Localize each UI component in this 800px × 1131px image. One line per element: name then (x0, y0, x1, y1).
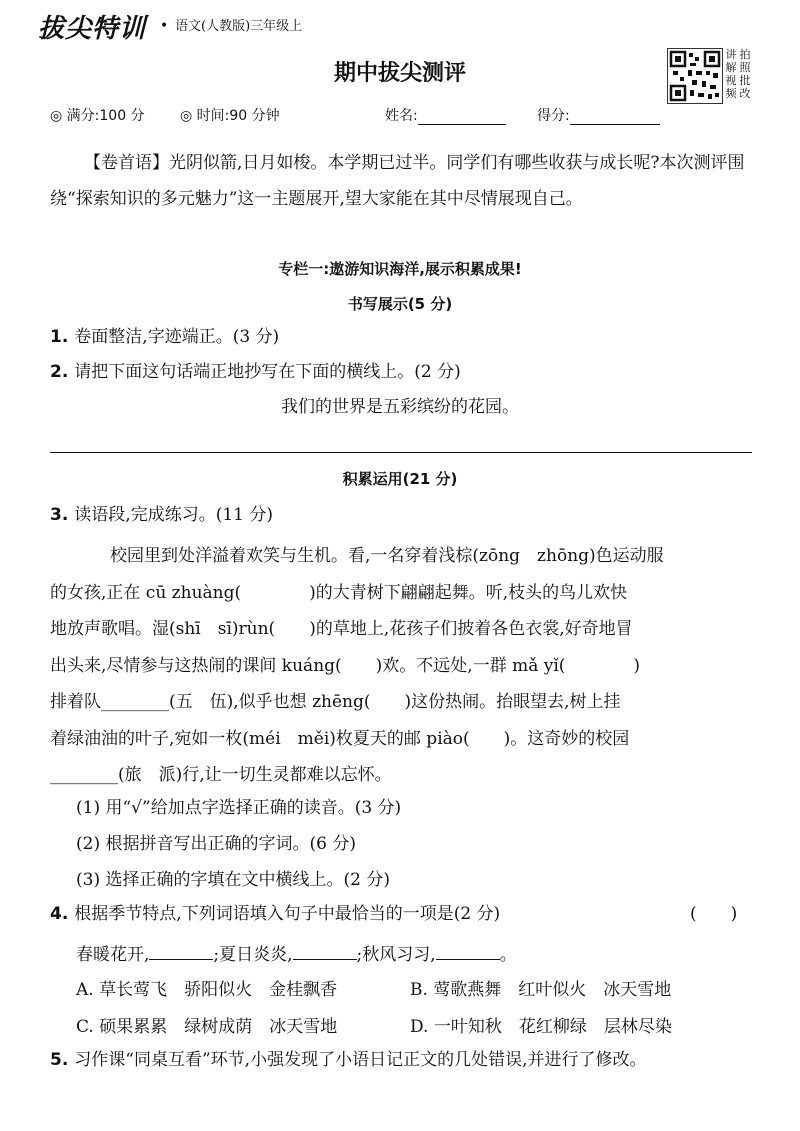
sub-question: (3) 选择正确的字填在文中横线上。(2 分) (76, 870, 390, 890)
option-d[interactable]: D. 一叶知秋 花红柳绿 层林尽染 (410, 1017, 672, 1037)
section-heading: 专栏一:遨游知识海洋,展示积累成果! (278, 260, 522, 278)
option-c[interactable]: C. 硕果累累 绿树成荫 冰天雪地 (76, 1017, 338, 1037)
passage-line: ________(旅 派)行,让一切生灵都难以忘怀。 (50, 765, 392, 785)
copy-line[interactable] (50, 452, 752, 453)
separator-dot: • (160, 18, 169, 34)
question-4: 4. 根据季节特点,下列词语填入句子中最恰当的一项是(2 分) (50, 904, 501, 924)
accum-heading: 积累运用(21 分) (342, 470, 458, 488)
writing-heading: 书写展示(5 分) (347, 295, 453, 313)
option-b[interactable]: B. 莺歌燕舞 红叶似火 冰天雪地 (410, 980, 672, 1000)
passage-line: 校园里到处洋溢着欢笑与生机。看,一名穿着浅棕(zōng zhōng)色运动服 (110, 546, 664, 566)
qr-code-icon[interactable] (667, 48, 723, 104)
question-1: 1. 卷面整洁,字迹端正。(3 分) (50, 327, 280, 347)
question-5: 5. 习作课“同桌互看”环节,小强发现了小语日记正文的几处错误,并进行了修改。 (50, 1050, 647, 1070)
passage-line: 地放声歌唱。湿(shī sī)rùn( )的草地上,花孩子们披着各色衣裳,好奇地冒 (50, 619, 633, 639)
subject-label: 语文(人教版)三年级上 (175, 19, 303, 34)
option-a[interactable]: A. 草长莺飞 骄阳似火 金桂飘香 (76, 980, 338, 1000)
sub-question: (2) 根据拼音写出正确的字词。(6 分) (76, 834, 356, 854)
full-score: ◎ 满分:100 分 (50, 108, 145, 124)
page-title: 期中拔尖测评 (333, 60, 466, 86)
qr-caption: 讲 拍解 照视 批频 改 (725, 48, 751, 100)
answer-paren[interactable]: ( ) (690, 904, 738, 924)
copy-sentence: 我们的世界是五彩缤纷的花园。 (281, 397, 519, 417)
passage-line: 出头来,尽情参与这热闹的课间 kuáng( )欢。不远处,一群 mǎ yǐ( ) (50, 655, 641, 676)
brand-logo: 拔尖特训 (38, 14, 147, 44)
question-2: 2. 请把下面这句话端正地抄写在下面的横线上。(2 分) (50, 362, 461, 382)
passage-line: 排着队________(五 伍),似乎也想 zhēng( )这份热闹。抬眼望去,树上挂 (50, 692, 621, 712)
time-limit: ◎ 时间:90 分钟 (180, 108, 280, 124)
passage-line: 的女孩,正在 cū zhuàng( )的大青树下翩翩起舞。听,枝头的鸟儿欢快 (50, 582, 628, 603)
sub-question: (1) 用“√”给加点字选择正确的读音。(3 分) (76, 798, 402, 818)
passage (50, 538, 664, 794)
fill-sentence: 春暖花开, ;夏日炎炎, ;秋风习习, 。 (76, 945, 517, 965)
passage-line: 着绿油油的叶子,宛如一枚(méi měi)枚夏天的邮 piào( )。这奇妙的校园 (50, 728, 630, 749)
score-field[interactable]: 得分: (537, 105, 660, 125)
question-3: 3. 读语段,完成练习。(11 分) (50, 505, 274, 525)
name-field[interactable]: 姓名: (385, 105, 506, 125)
preface: 【卷首语】光阴似箭,日月如梭。本学期已过半。同学们有哪些收获与成长呢?本次测评围绕“探索知识的多元魅力”这一主题展开,望大家能在其中尽情展现自己。 (50, 153, 745, 209)
